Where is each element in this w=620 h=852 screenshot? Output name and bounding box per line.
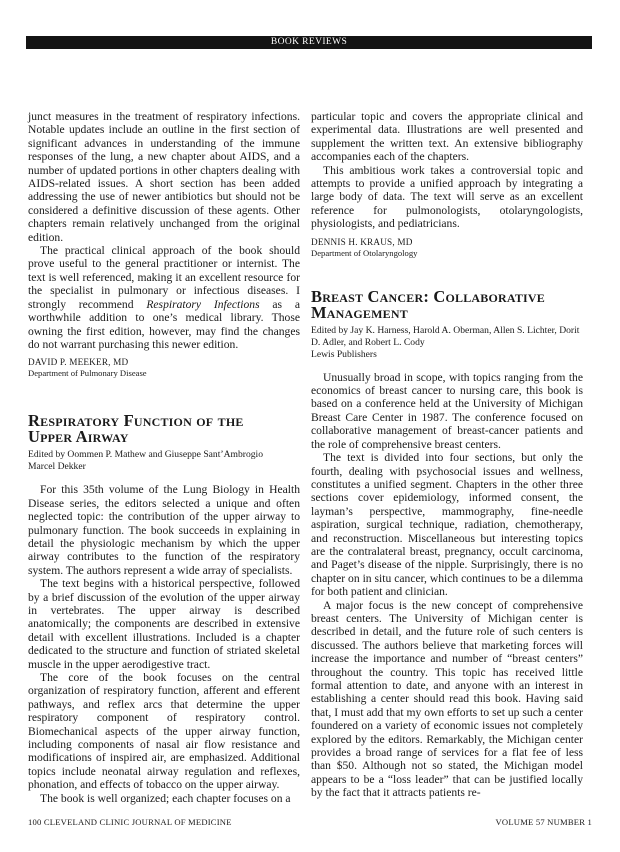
review2-paragraph: For this 35th volume of the Lung Biology in Health Disease series, the editors selected a unique and often neglected topic: the contribution of the upper airway to pulmonary function. The book succeeds in explaining in detail the physiologic mechanism by which the upper airway contributes to the function of the respiratory system. The authors represent a wide array of specialists. bbox=[28, 483, 300, 577]
review3-title-line1: Breast Cancer: Collaborative bbox=[311, 286, 545, 306]
review3-title-line2: Management bbox=[311, 302, 408, 322]
review2-title-line2: Upper Airway bbox=[28, 427, 129, 447]
left-column bbox=[28, 110, 300, 805]
review3-paragraph: Unusually broad in scope, with topics ranging from the economics of breast cancer to nursing care, this book is based on a conference held at the University of Michigan Breast Care Center in 1987. The conference focused on collaborative management of breast-cancer patients and the role of comprehensive breast centers. bbox=[311, 370, 583, 451]
review2-closing-paragraph: This ambitious work takes a controversial topic and attempts to provide a unified approach by integrating a large body of data. The text will serve as an excellent reference for pulmonologists, otolaryngologists, physiologists, and pediatricians. bbox=[311, 163, 583, 231]
review1-p2-text-after: as a worthwhile addition to one’s medical library. Those owning the first edition, however, may find the changes do not warrant purchasing this newer edition. bbox=[28, 297, 300, 351]
right-column bbox=[311, 110, 583, 800]
review1-continuation: junct measures in the treatment of respiratory infections. Notable updates include an outline in the first section of significant advances in understanding of the immune responses of the lung, a new chapter about AIDS, and a number of updated portions in other chapters dealing with AIDS-related issues. A short section has been added addressing the use of newer antibiotics but should not be considered a definitive discussion of these agents. Other chapters remain relatively unchanged from the original edition. bbox=[28, 110, 300, 244]
review2-signature bbox=[311, 237, 583, 259]
review2-paragraph: The text begins with a historical perspective, followed by a brief discussion of the evolution of the upper airway in vertebrates. The upper airway is described anatomically; the components are described in extensive detail with excellent illustrations. Included is a chapter dedicated to the structure and function of striated skeletal muscle in the upper aerodigestive tract. bbox=[28, 577, 300, 671]
review3-title bbox=[311, 286, 583, 322]
review2-credits bbox=[28, 449, 300, 473]
review2-title bbox=[28, 413, 300, 445]
review3-publisher: Lewis Publishers bbox=[311, 348, 377, 360]
reviewer-name: DAVID P. MEEKER, MD bbox=[28, 357, 129, 368]
review2-paragraph: The book is well organized; each chapter focuses on a bbox=[40, 791, 291, 805]
reviewer-department: Department of Otolaryngology bbox=[311, 247, 418, 258]
review2-continuation: particular topic and covers the appropriate clinical and experimental data. Illustrations are well presented and supplement the written text. An extensive bibliography accompanies each of the chapters. bbox=[311, 110, 583, 164]
reviewer-name: DENNIS H. KRAUS, MD bbox=[311, 236, 413, 247]
review1-p2-text-before: The practical clinical approach of the book should prove useful to the general practitioner or internist. The text is well referenced, making it an excellent resource for the specialist in pulmonary or infectious diseases. I strongly recommend bbox=[28, 244, 300, 311]
review3-paragraph: A major focus is the new concept of comprehensive breast centers. The University of Michigan center is described in detail, and the future role of such centers is discussed. The authors believe that marketing forces will increase the importance and number of “breast centers” throughout the country. This topic has received little formal attention to date, and anyone with an interest in establishing a center should read this book. Having said that, I must add that my own efforts to set up such a center foundered on a variety of economic issues not completely explored by the editors. Remarkably, the Michigan center provides a broad range of services for a flat fee of less than $50. Although not so stated, the Michigan model appears to be a “loss leader” that can be justified locally by the fact that it attracts patients re- bbox=[311, 598, 583, 800]
review3-paragraph: The text is divided into four sections, but only the fourth, dealing with psychosocial issues and wellness, constitutes a unified segment. Chapters in the other three sections cover epidemiology, informed consent, the layman’s perspective, mammography, fine-needle aspiration, surgical technique, radiation, chemotherapy, and reconstruction. Miscellaneous but interesting topics are the contralateral breast, pregnancy, occult carcinoma, and Paget’s disease of the nipple. Surprisingly, there is no chapter on in situ cancer, which continues to be a dilemma for both patient and clinician. bbox=[311, 451, 583, 599]
review3-editors: Edited by Jay K. Harness, Harold A. Oberman, Allen S. Lichter, Dorit D. Adler, and Robert L. Cody bbox=[311, 324, 580, 348]
review2-title-line1: Respiratory Function of the bbox=[28, 411, 244, 431]
review1-book-title-italic: Respiratory Infections bbox=[146, 297, 260, 311]
footer-journal: 100 CLEVELAND CLINIC JOURNAL OF MEDICINE bbox=[28, 817, 232, 827]
review1-signature bbox=[28, 357, 300, 379]
section-header-title: BOOK REVIEWS bbox=[270, 37, 348, 47]
review2-publisher: Marcel Dekker bbox=[28, 461, 86, 473]
review2-paragraph: The core of the book focuses on the central organization of respiratory function, afferent and efferent pathways, and reflex arcs that determine the upper respiratory component of respiratory control. Biomechanical aspects of the upper airway function, including components of nasal air flow resistance and modifications of inspired air, are emphasized. Additional topics include neonatal airway regulation and reflexes, phonation, and effects of tobacco on the upper airway. bbox=[28, 671, 300, 792]
review1-paragraph-2 bbox=[28, 244, 300, 351]
reviewer-department: Department of Pulmonary Disease bbox=[28, 368, 147, 379]
review2-editors: Edited by Oommen P. Mathew and Giuseppe Sant’Ambrogio bbox=[28, 449, 264, 461]
footer-volume: VOLUME 57 NUMBER 1 bbox=[495, 817, 592, 827]
section-header bbox=[26, 36, 592, 49]
review3-credits bbox=[311, 325, 583, 361]
